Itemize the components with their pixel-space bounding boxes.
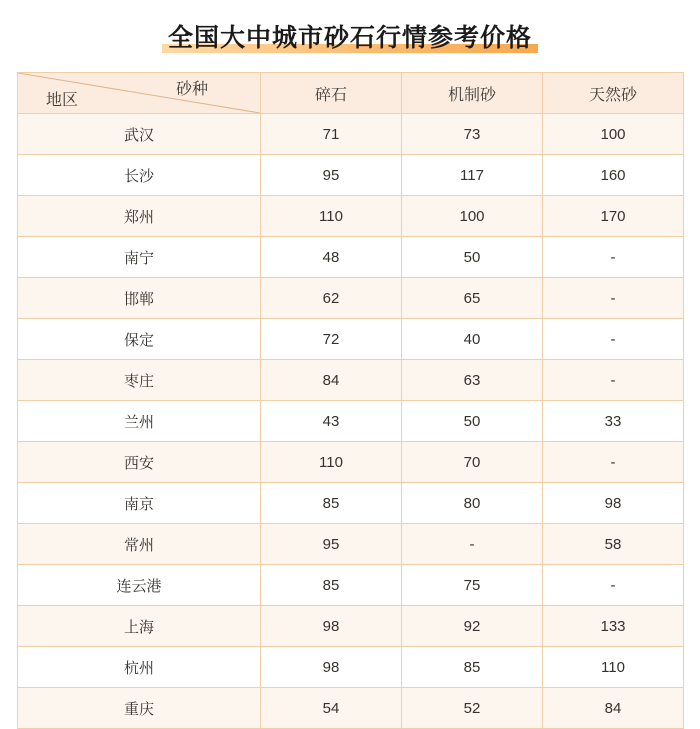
value-cell-natural-sand: - <box>543 319 684 360</box>
table-corner-cell <box>18 73 261 114</box>
table-header-row <box>18 73 684 114</box>
region-cell: 南宁 <box>18 237 261 278</box>
table-body <box>18 114 684 729</box>
table-row <box>18 155 684 196</box>
value-cell-crushed-stone: 95 <box>261 524 402 565</box>
value-cell-crushed-stone: 54 <box>261 688 402 729</box>
table-row <box>18 114 684 155</box>
value-cell-manufactured-sand: 75 <box>402 565 543 606</box>
corner-column-label: 砂种 <box>175 81 208 98</box>
value-cell-crushed-stone: 110 <box>261 442 402 483</box>
region-cell: 重庆 <box>18 688 261 729</box>
value-cell-natural-sand: - <box>543 565 684 606</box>
value-cell-crushed-stone: 71 <box>261 114 402 155</box>
value-cell-natural-sand: 110 <box>543 647 684 688</box>
value-cell-crushed-stone: 95 <box>261 155 402 196</box>
value-cell-crushed-stone: 43 <box>261 401 402 442</box>
region-cell: 枣庄 <box>18 360 261 401</box>
table-row <box>18 360 684 401</box>
value-cell-manufactured-sand: 70 <box>402 442 543 483</box>
region-cell: 邯郸 <box>18 278 261 319</box>
table-row <box>18 483 684 524</box>
value-cell-natural-sand: 58 <box>543 524 684 565</box>
region-cell: 长沙 <box>18 155 261 196</box>
price-table <box>17 72 684 729</box>
value-cell-crushed-stone: 98 <box>261 647 402 688</box>
table-row <box>18 688 684 729</box>
value-cell-crushed-stone: 110 <box>261 196 402 237</box>
region-cell: 郑州 <box>18 196 261 237</box>
value-cell-manufactured-sand: 80 <box>402 483 543 524</box>
value-cell-manufactured-sand: 50 <box>402 237 543 278</box>
value-cell-natural-sand: - <box>543 360 684 401</box>
region-cell: 上海 <box>18 606 261 647</box>
region-cell: 杭州 <box>18 647 261 688</box>
region-cell: 西安 <box>18 442 261 483</box>
value-cell-manufactured-sand: 73 <box>402 114 543 155</box>
page-title-text: 全国大中城市砂石行情参考价格 <box>167 24 532 52</box>
table-container <box>0 72 700 729</box>
region-cell: 常州 <box>18 524 261 565</box>
value-cell-manufactured-sand: 85 <box>402 647 543 688</box>
value-cell-crushed-stone: 84 <box>261 360 402 401</box>
region-cell: 武汉 <box>18 114 261 155</box>
table-row <box>18 196 684 237</box>
page-title <box>162 18 538 54</box>
corner-row-label: 地区 <box>46 92 79 109</box>
title-container <box>0 0 700 72</box>
value-cell-crushed-stone: 85 <box>261 565 402 606</box>
column-header-0: 碎石 <box>261 73 402 114</box>
region-cell: 连云港 <box>18 565 261 606</box>
table-row <box>18 237 684 278</box>
region-cell: 保定 <box>18 319 261 360</box>
table-row <box>18 401 684 442</box>
value-cell-natural-sand: 160 <box>543 155 684 196</box>
table-row <box>18 524 684 565</box>
value-cell-natural-sand: 33 <box>543 401 684 442</box>
region-cell: 兰州 <box>18 401 261 442</box>
value-cell-crushed-stone: 85 <box>261 483 402 524</box>
value-cell-crushed-stone: 48 <box>261 237 402 278</box>
value-cell-natural-sand: - <box>543 442 684 483</box>
table-row <box>18 319 684 360</box>
value-cell-manufactured-sand: 92 <box>402 606 543 647</box>
table-header <box>18 73 684 114</box>
value-cell-manufactured-sand: 65 <box>402 278 543 319</box>
column-header-2: 天然砂 <box>543 73 684 114</box>
region-cell: 南京 <box>18 483 261 524</box>
value-cell-manufactured-sand: 63 <box>402 360 543 401</box>
value-cell-natural-sand: 133 <box>543 606 684 647</box>
table-row <box>18 278 684 319</box>
value-cell-manufactured-sand: 52 <box>402 688 543 729</box>
table-row <box>18 565 684 606</box>
table-row <box>18 442 684 483</box>
value-cell-natural-sand: 84 <box>543 688 684 729</box>
value-cell-manufactured-sand: 50 <box>402 401 543 442</box>
table-row <box>18 606 684 647</box>
value-cell-crushed-stone: 98 <box>261 606 402 647</box>
value-cell-manufactured-sand: 117 <box>402 155 543 196</box>
value-cell-natural-sand: 100 <box>543 114 684 155</box>
value-cell-natural-sand: 98 <box>543 483 684 524</box>
table-row <box>18 647 684 688</box>
value-cell-natural-sand: 170 <box>543 196 684 237</box>
column-header-1: 机制砂 <box>402 73 543 114</box>
value-cell-crushed-stone: 72 <box>261 319 402 360</box>
value-cell-crushed-stone: 62 <box>261 278 402 319</box>
value-cell-manufactured-sand: 100 <box>402 196 543 237</box>
value-cell-manufactured-sand: - <box>402 524 543 565</box>
value-cell-natural-sand: - <box>543 237 684 278</box>
value-cell-natural-sand: - <box>543 278 684 319</box>
value-cell-manufactured-sand: 40 <box>402 319 543 360</box>
